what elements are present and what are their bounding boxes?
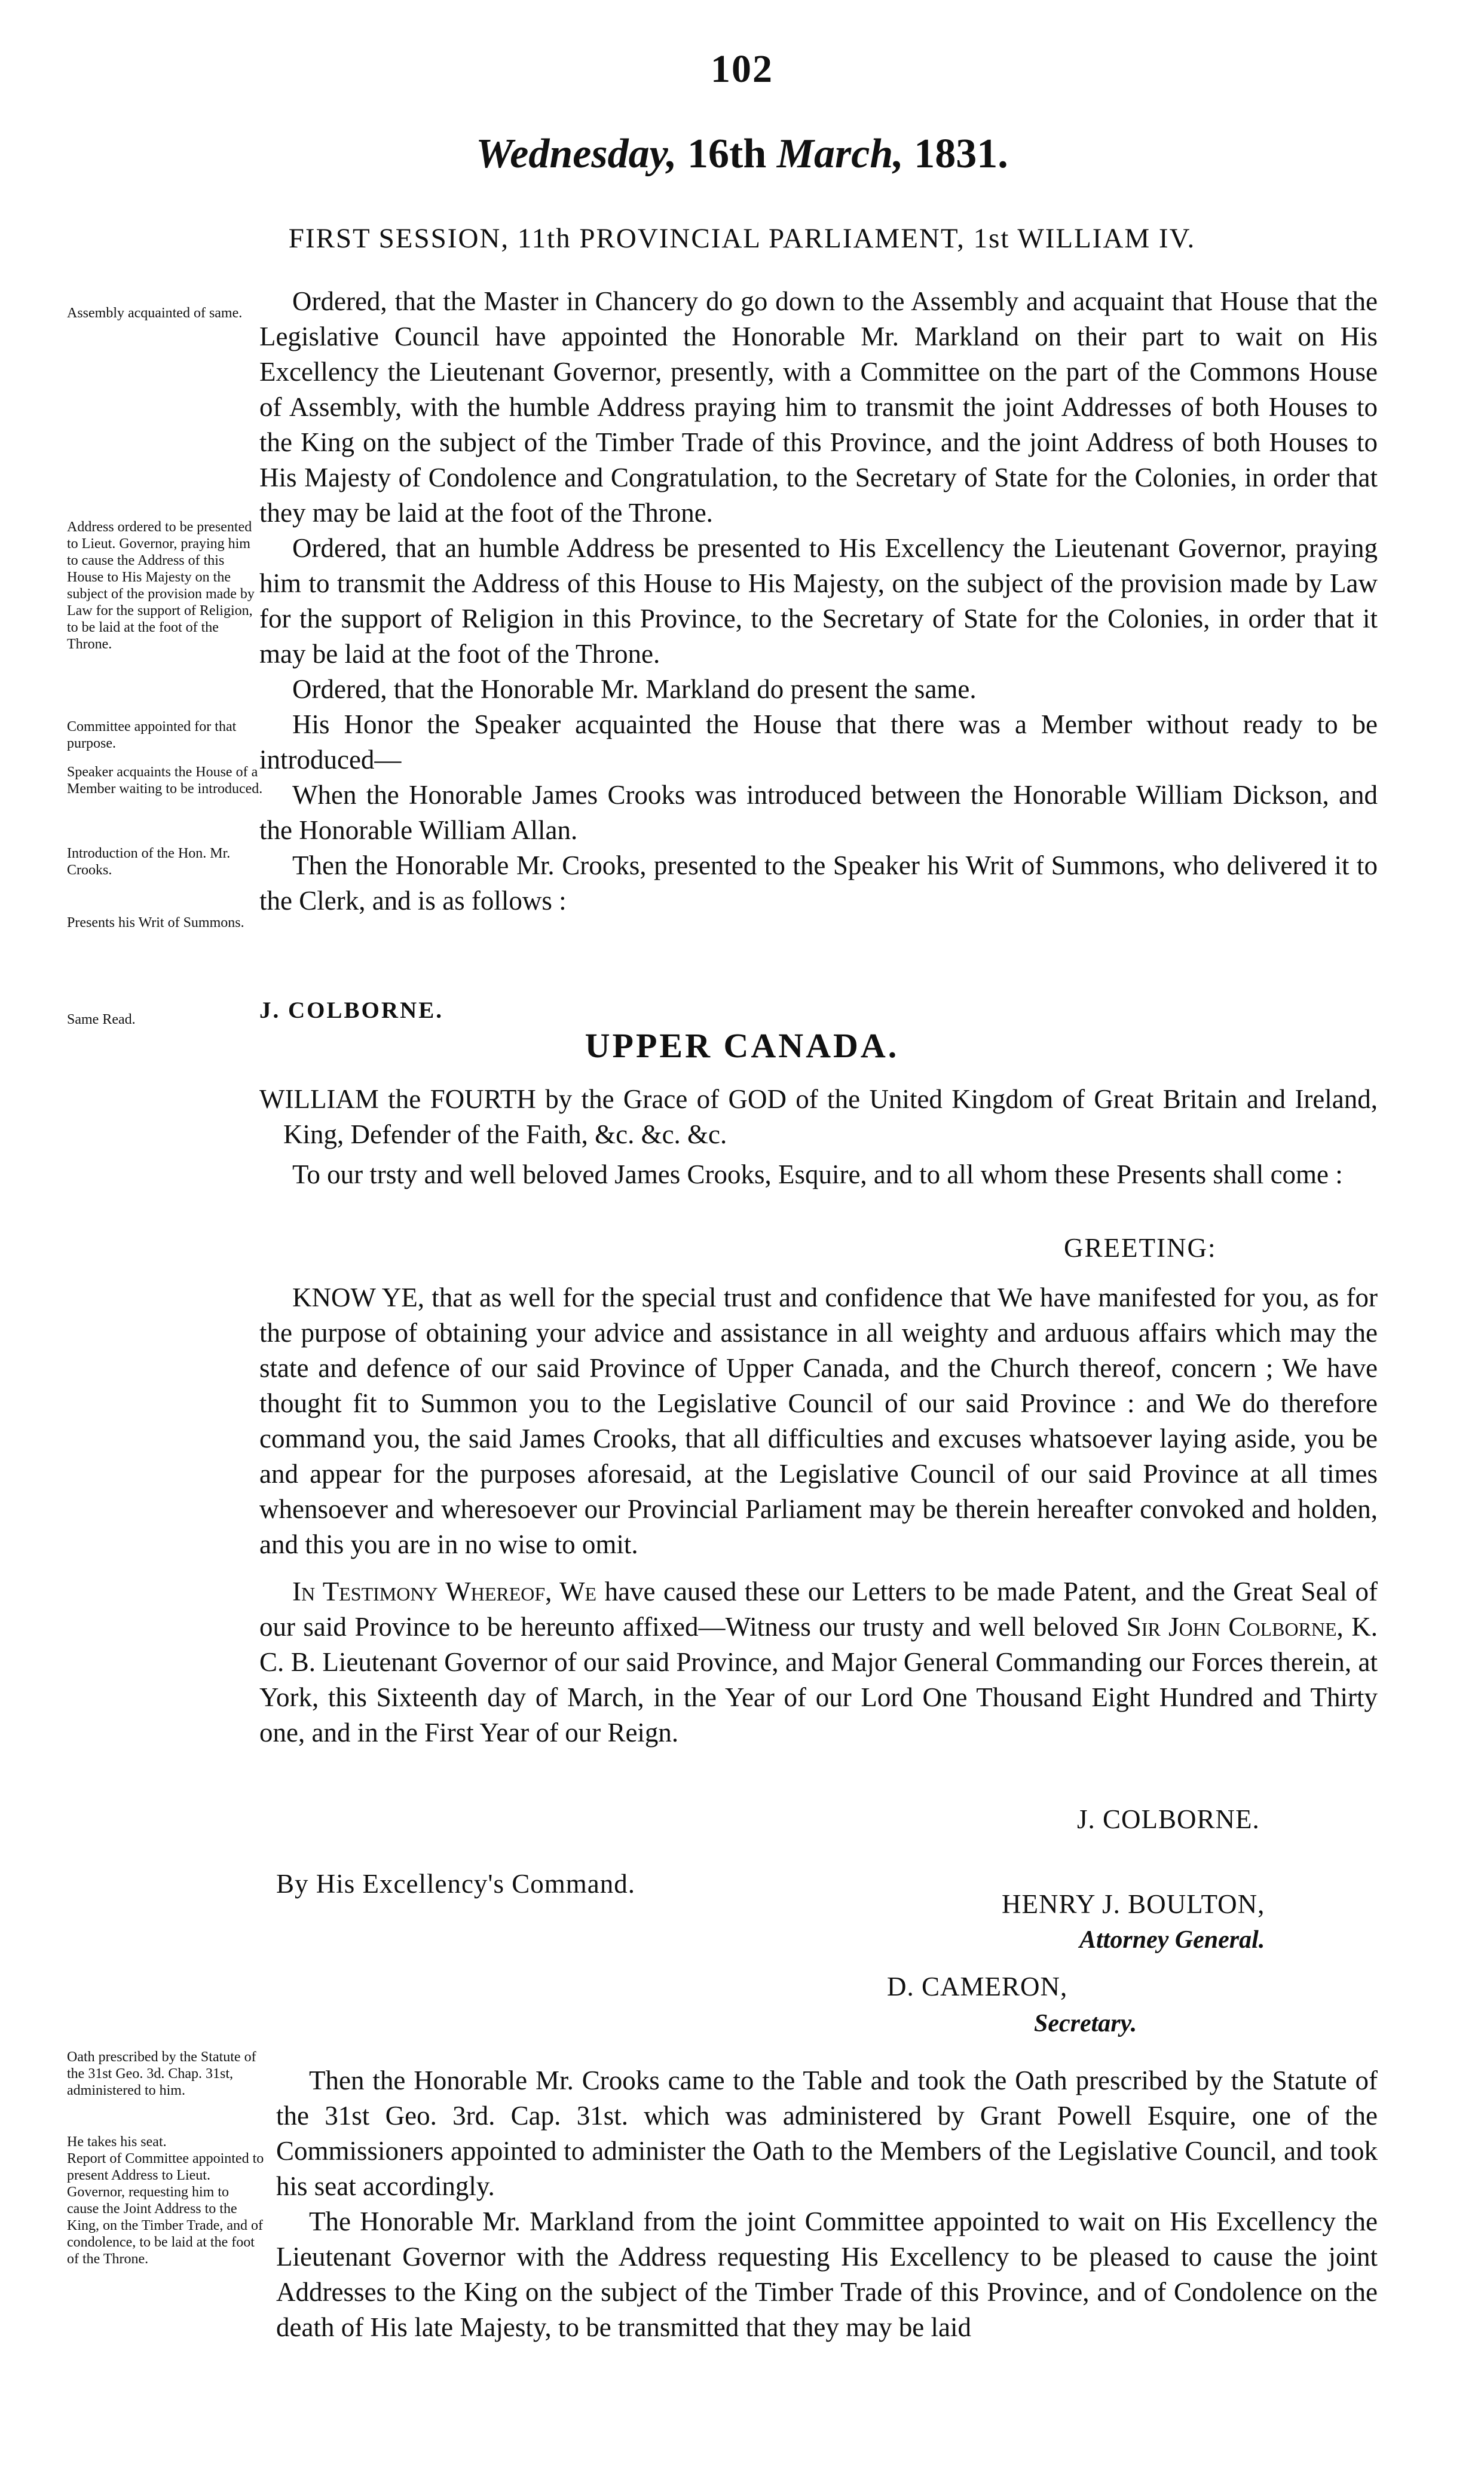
margin-note-committee-report: Report of Committee appointed to present Address to Lieut. Governor, requesting him to cause the Joint Address to the King, on the Timber Trade, and of condolence, to be laid at the foot of the Throne. bbox=[67, 2151, 264, 2267]
date-heading bbox=[0, 130, 1484, 178]
writ-testimony bbox=[259, 1574, 1378, 1750]
margin-note-address-ordered: Address ordered to be presented to Lieut. Governor, praying him to cause the Address of this House to His Majesty on the subject of the provision made by Law for the support of Religion, to be laid at the foot of the Throne. bbox=[67, 519, 255, 652]
margin-note-introduction: Introduction of the Hon. Mr. Crooks. bbox=[67, 846, 231, 878]
writ-title-secretary: Secretary. bbox=[1034, 2010, 1137, 2037]
margin-note-speaker-acquaints: Speaker acquaints the House of a Member waiting to be introduced. bbox=[67, 764, 263, 797]
writ-testimony-text-a: have caused these our Letters to be made Patent, and the Great Seal of our said Province to be hereunto affixed—Witness our trusty and well beloved bbox=[259, 1577, 1378, 1642]
margin-note-oath: Oath prescribed by the Statute of the 31st Geo. 3d. Chap. 31st, administered to him. bbox=[67, 2049, 256, 2098]
date-year: 1831. bbox=[914, 131, 1008, 177]
paragraph-committee-report: The Honorable Mr. Markland from the joint Committee appointed to wait on His Excellency the Lieutenant Governor with the Address requesting His Excellency to be pleased to cause the joint Addresses to the King on the subject of the Timber Trade of this Province, and of Condolence on the death of His late Majesty, to be transmitted that they may be laid bbox=[276, 2206, 1378, 2342]
writ-heading: UPPER CANADA. bbox=[585, 1026, 899, 1065]
margin-note-same-read: Same Read. bbox=[67, 1012, 136, 1027]
paragraph-oath-taken: Then the Honorable Mr. Crooks came to the Table and took the Oath prescribed by the Statute of the 31st Geo. 3rd. Cap. 31st. which was administered by Grant Powell Esquire, one of the Commissioners appointed to administer the Oath to the Members of the Legislative Council, and took his seat accordingly. bbox=[276, 2065, 1378, 2201]
closing-block bbox=[276, 2063, 1378, 2345]
writ-testimony-lead: In Testimony Whereof, We bbox=[292, 1577, 597, 1606]
writ-king-title: WILLIAM the FOURTH by the Grace of GOD of the United Kingdom of Great Britain and Ireland, King, Defender of the Faith, &c. &c. &c. bbox=[259, 1084, 1378, 1149]
paragraph-markland-present: Ordered, that the Honorable Mr. Markland do present the same. bbox=[292, 674, 977, 704]
writ-signature-cameron: D. CAMERON, bbox=[887, 1972, 1068, 2002]
paragraph-writ-presented: Then the Honorable Mr. Crooks, presented to the Speaker his Writ of Summons, who delivered it to the Clerk, and is as follows : bbox=[259, 850, 1378, 916]
writ-title-attorney-general: Attorney General. bbox=[1079, 1926, 1265, 1954]
writ-addressee: To our trsty and well beloved James Crooks, Esquire, and to all whom these Presents shall come : bbox=[292, 1159, 1343, 1189]
date-weekday: Wednesday, bbox=[476, 131, 677, 177]
writ-signature-boulton: HENRY J. BOULTON, bbox=[1002, 1889, 1265, 1919]
writ-know-ye: KNOW YE, that as well for the special trust and confidence that We have manifested for you, as for the purpose of obtaining your advice and assistance in all weighty and arduous affairs which may the state and defence of our said Province of Upper Canada, and the Church thereof, concern ; We have thought fit to Summon you to the Legislative Council of our said Province : and We do therefore command you, the said James Crooks, that all difficulties and excuses whatsoever laying aside, you be and appear for the purposes aforesaid, at the Legislative Council of our said Province at all times whensoever and wheresoever our Provincial Parliament may be therein hereafter convoked and holden, and this you are in no wise to omit. bbox=[259, 1283, 1378, 1559]
writ-command-line: By His Excellency's Command. bbox=[276, 1869, 636, 1899]
writ-body bbox=[259, 1280, 1378, 1750]
paragraph-address-ordered: Ordered, that an humble Address be presented to His Excellency the Lieutenant Governor, praying him to transmit the Address of this House to His Majesty, on the subject of the provision made by Law for the support of Religion in this Province, to the Secretary of State for the Colonies, in order that it may be laid at the foot of the Throne. bbox=[259, 533, 1378, 669]
page-number: 102 bbox=[711, 47, 773, 91]
proceedings-block bbox=[259, 284, 1378, 919]
writ-greeting: GREETING: bbox=[1064, 1233, 1217, 1263]
paragraph-speaker-acquainted: His Honor the Speaker acquainted the House that there was a Member without ready to be introduced— bbox=[259, 709, 1378, 775]
paragraph-crooks-introduced: When the Honorable James Crooks was introduced between the Honorable William Dickson, and the Honorable William Allan. bbox=[259, 780, 1378, 845]
date-day: 16th bbox=[687, 131, 767, 177]
margin-note-assembly-acquainted: Assembly acquainted of same. bbox=[67, 305, 243, 321]
writ-signature-colborne: J. COLBORNE. bbox=[1077, 1804, 1260, 1834]
writ-salutation: J. COLBORNE. bbox=[259, 997, 443, 1023]
margin-note-takes-seat: He takes his seat. bbox=[67, 2134, 167, 2150]
writ-opening bbox=[259, 1082, 1378, 1192]
margin-note-writ-of-summons: Presents his Writ of Summons. bbox=[67, 915, 244, 931]
date-month: March, bbox=[776, 131, 904, 177]
margin-note-committee-appointed: Committee appointed for that purpose. bbox=[67, 719, 237, 751]
session-heading: FIRST SESSION, 11th PROVINCIAL PARLIAMENT, 1st WILLIAM IV. bbox=[288, 223, 1196, 254]
writ-testimony-text-b: K. C. B. Lieutenant Governor of our said Province, and Major General Commanding our Forces therein, at York, this Sixteenth day of March, in the Year of our Lord One Thousand Eight Hundred and Thirty one, and in the First Year of our Reign. bbox=[259, 1612, 1378, 1748]
writ-testimony-name: Sir John Colborne, bbox=[1126, 1612, 1344, 1642]
paragraph-master-in-chancery: Ordered, that the Master in Chancery do go down to the Assembly and acquaint that House that the Legislative Council have appointed the Honorable Mr. Markland on their part to wait on His Excellency the Lieutenant Governor, presently, with a Committee on the part of the Commons House of Assembly, with the humble Address praying him to transmit the joint Addresses of both Houses to the King on the subject of the Timber Trade of this Province, and the joint Address of both Houses to His Majesty of Condolence and Congratulation, to the Secretary of State for the Colonies, in order that they may be laid at the foot of the Throne. bbox=[259, 286, 1378, 528]
